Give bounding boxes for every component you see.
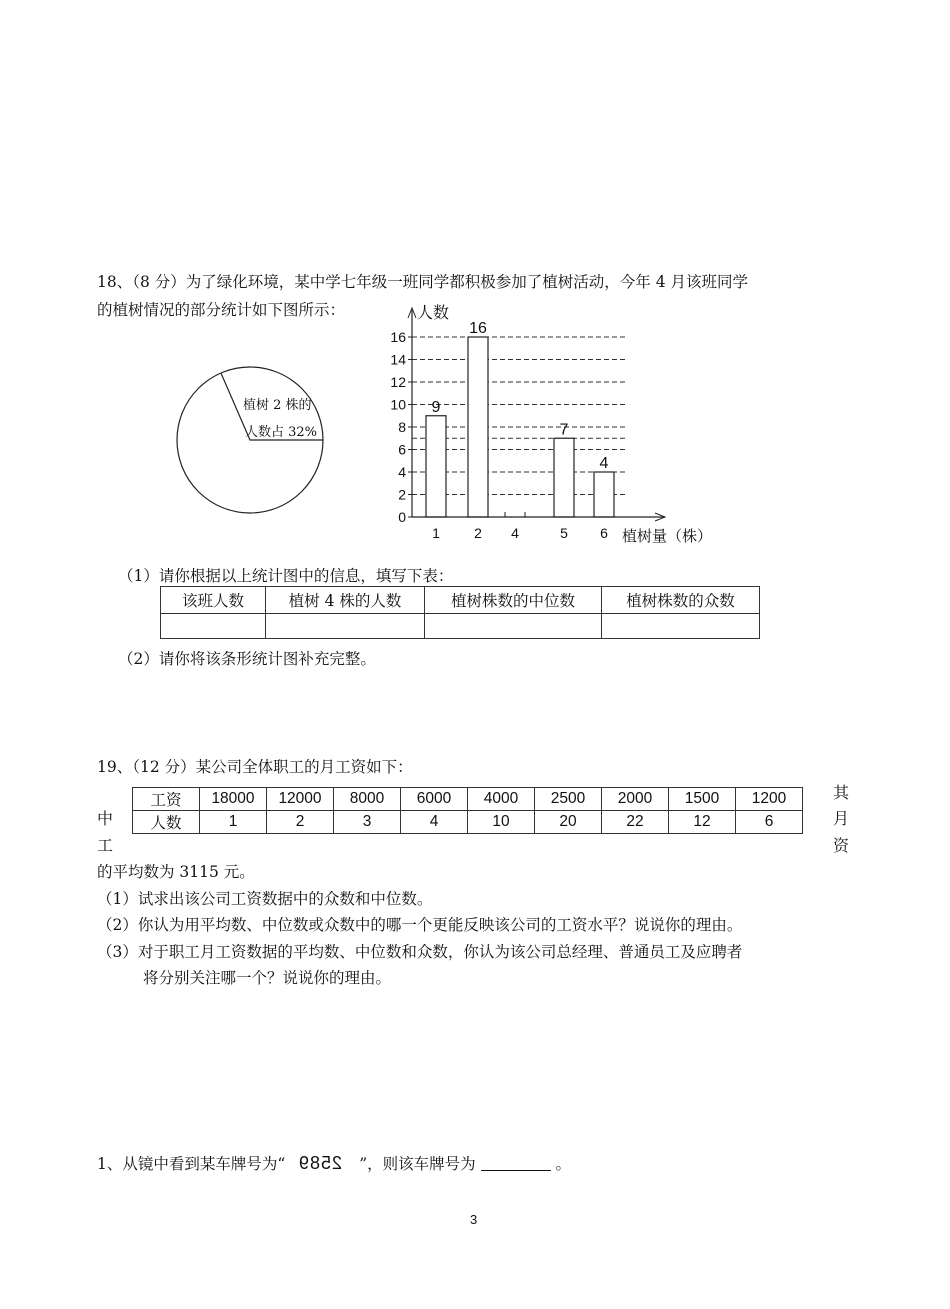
salary-cell: 2500: [535, 788, 602, 811]
x-tick-label: 1: [432, 525, 440, 541]
bar-chart: [370, 300, 730, 548]
bar: [426, 416, 446, 517]
bar-data-label: 9: [431, 398, 441, 416]
q19-sub3a: （3）对于职工月工资数据的平均数、中位数和众数，你认为该公司总经理、普通员工及应聘者: [97, 943, 743, 961]
q19-wrap-char: 其: [833, 783, 850, 802]
q19-sub2: （2）你认为用平均数、中位数或众数中的哪一个更能反映该公司的工资水平？说说你的理由。: [97, 916, 743, 934]
q18-table-header: 该班人数: [161, 587, 266, 614]
y-tick-label: 6: [398, 441, 406, 458]
y-tick-label: 16: [390, 329, 406, 345]
salary-cell: 2000: [602, 788, 669, 811]
q19-after: 的平均数为 3115 元。: [97, 863, 255, 881]
salary-cell: 4000: [468, 788, 535, 811]
count-cell: 12: [669, 811, 736, 834]
count-cell: 1: [200, 811, 267, 834]
q18-sub2: （2）请你将该条形统计图补充完整。: [118, 650, 376, 668]
pie-chart: [170, 360, 330, 520]
salary-row-label: 工资: [133, 788, 200, 811]
q19-wrap-char: 月: [833, 809, 850, 828]
q18-line1: 18、（8 分）为了绿化环境，某中学七年级一班同学都积极参加了植树活动，今年 4 月该班同学: [97, 273, 748, 291]
q1-answer-blank[interactable]: [481, 1154, 551, 1171]
q18-answer-table: [160, 586, 760, 639]
bar-data-label: 4: [599, 455, 609, 472]
q18-table-header: 植树株数的众数: [602, 587, 760, 614]
y-tick-label: 0: [398, 509, 406, 525]
x-tick-label: 2: [474, 525, 482, 541]
salary-cell: 6000: [401, 788, 468, 811]
y-tick-label: 12: [390, 374, 406, 390]
bar-data-label: 7: [559, 421, 569, 439]
q1-line: [97, 1152, 571, 1174]
count-cell: 2: [267, 811, 334, 834]
y-tick-label: 2: [398, 486, 406, 503]
count-cell: 4: [401, 811, 468, 834]
bar: [468, 337, 488, 517]
count-cell: 6: [736, 811, 803, 834]
salary-table: [132, 787, 803, 834]
y-tick-label: 8: [398, 419, 406, 435]
x-tick-label: 5: [560, 525, 568, 541]
count-cell: 3: [334, 811, 401, 834]
y-tick-label: 4: [398, 464, 406, 480]
salary-cell: 18000: [200, 788, 267, 811]
salary-cell: 1500: [669, 788, 736, 811]
salary-cell: 8000: [334, 788, 401, 811]
mirror-plate-image: 2589: [298, 1153, 343, 1173]
q18-answer-cell[interactable]: [602, 614, 760, 639]
salary-cell: 12000: [267, 788, 334, 811]
bar: [594, 472, 614, 517]
q1-text-after: ”，则该车牌号为: [359, 1155, 476, 1173]
q18-line2: 的植树情况的部分统计如下图所示：: [97, 301, 346, 319]
page-number: 3: [470, 1212, 478, 1227]
q18-answer-cell[interactable]: [266, 614, 425, 639]
bar-ylabel: 人数: [417, 305, 450, 322]
q18-answer-cell[interactable]: [161, 614, 266, 639]
count-cell: 22: [602, 811, 669, 834]
salary-cell: 1200: [736, 788, 803, 811]
bar-xlabel: 植树量（株）: [622, 528, 713, 545]
x-tick-label: 4: [511, 525, 519, 541]
q19-wrap-char: 资: [833, 836, 850, 855]
q1-text-end: 。: [555, 1155, 572, 1173]
bar-data-label: 16: [469, 320, 487, 337]
q19-wrap-char: 中: [97, 809, 114, 828]
count-cell: 20: [535, 811, 602, 834]
q19-line1: 19、（12 分）某公司全体职工的月工资如下：: [97, 758, 413, 776]
q18-table-header: 植树 4 株的人数: [266, 587, 425, 614]
y-tick-label: 14: [390, 351, 406, 368]
q19-wrap-char: 工: [97, 836, 114, 855]
count-row-label: 人数: [133, 811, 200, 834]
q18-table-header: 植树株数的中位数: [425, 587, 602, 614]
count-cell: 10: [468, 811, 535, 834]
q19-sub3b: 将分别关注哪一个？说说你的理由。: [143, 969, 392, 987]
pie-label-line1: 植树 2 株的: [243, 398, 312, 413]
q18-answer-cell[interactable]: [425, 614, 602, 639]
x-tick-label: 6: [600, 525, 608, 541]
pie-label-line2: 人数占 32%: [245, 425, 318, 440]
y-tick-label: 10: [390, 396, 406, 413]
q1-text-before: 1、从镜中看到某车牌号为“: [97, 1155, 286, 1173]
q19-sub1: （1）试求出该公司工资数据中的众数和中位数。: [97, 890, 433, 908]
bar: [554, 438, 574, 517]
q18-sub1: （1）请你根据以上统计图中的信息，填写下表：: [118, 567, 454, 585]
